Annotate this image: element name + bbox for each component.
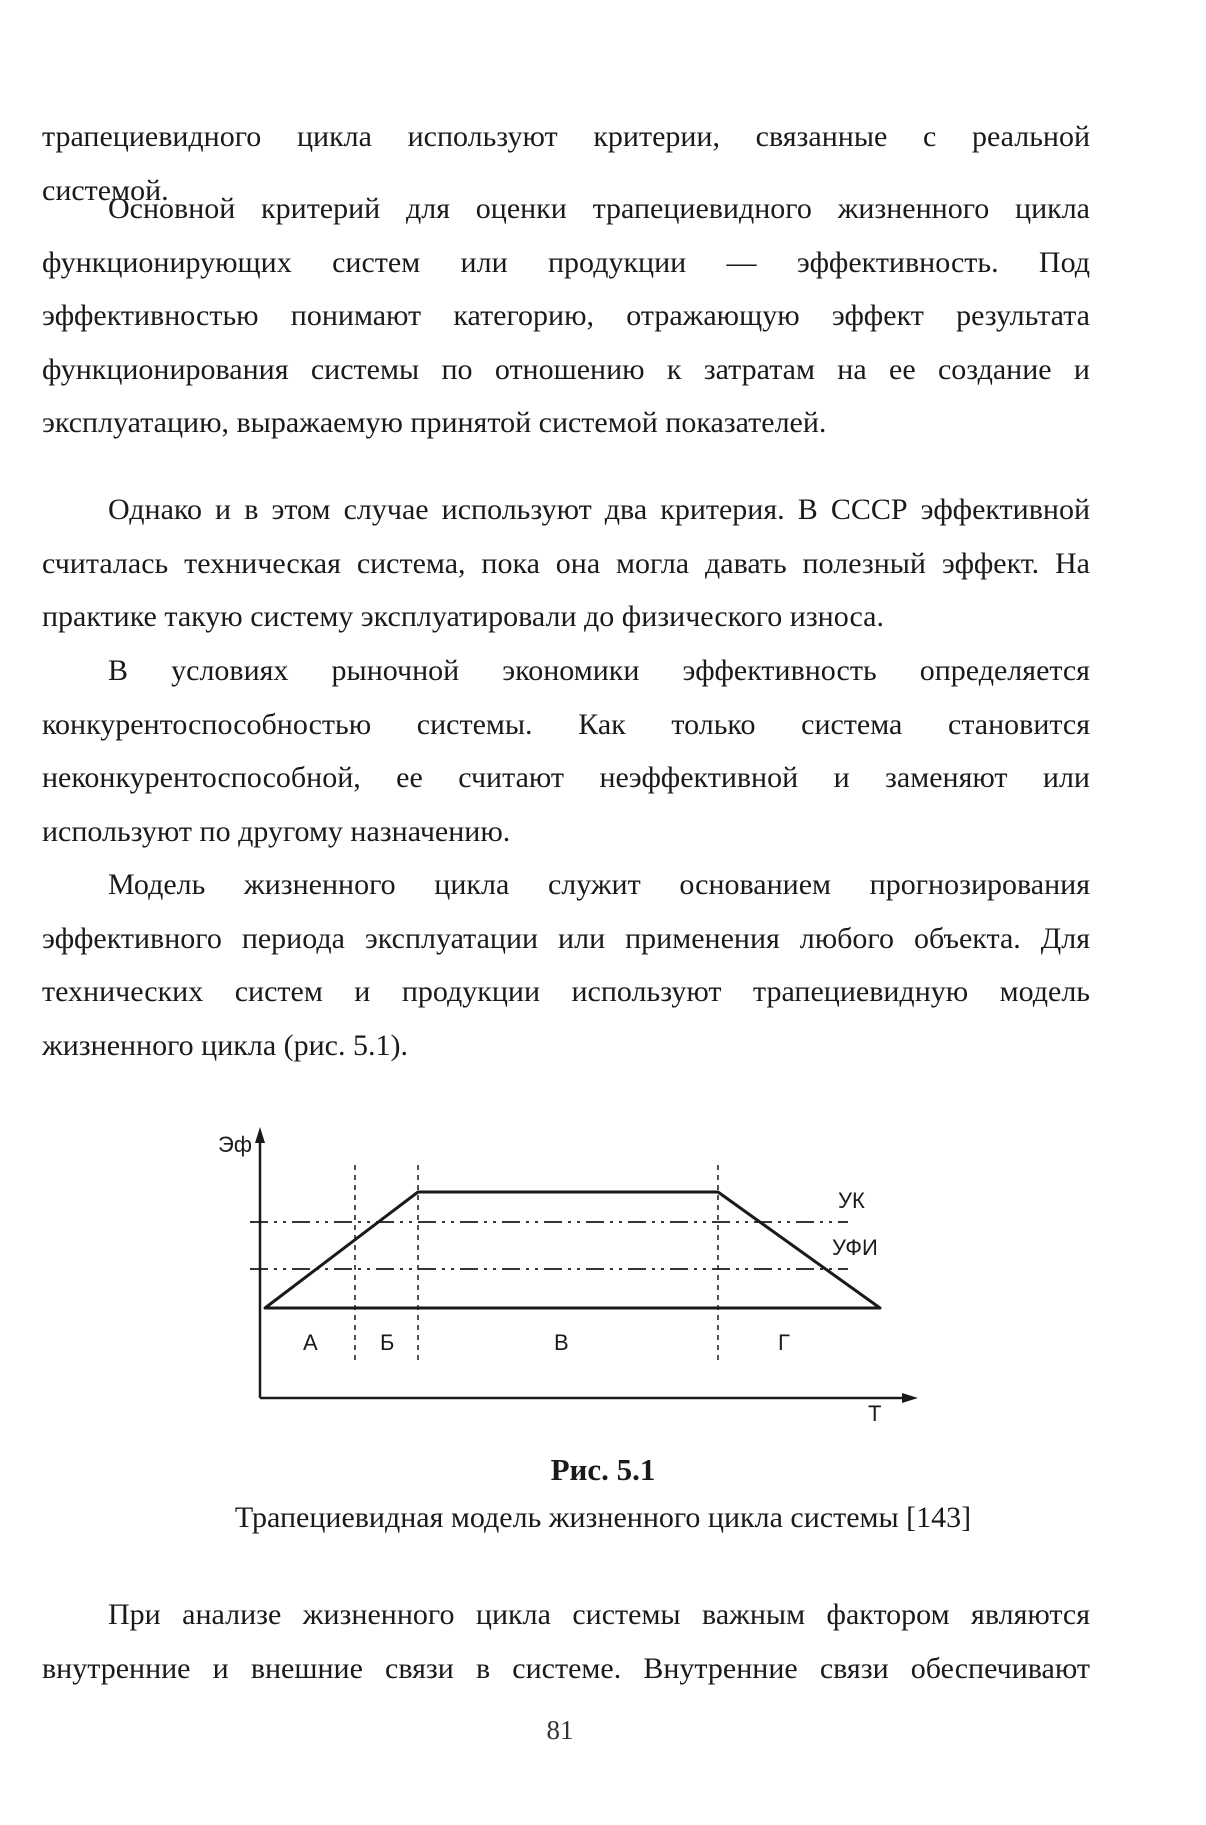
text-line: эксплуатацию, выражаемую принятой системой показателей. — [42, 406, 827, 439]
stage-b-label: Б — [380, 1330, 395, 1355]
text-line: Однако и в этом случае используют два критерия. В СССР эффективной — [108, 493, 1090, 526]
text-line: конкурентоспособностью системы. Как только система становится — [42, 707, 1090, 741]
x-axis-arrow — [902, 1393, 918, 1403]
x-axis-label: Т — [868, 1401, 882, 1426]
y-axis-label: Эф — [218, 1132, 252, 1157]
trapezoid-curve — [265, 1192, 880, 1308]
text-line: В условиях рыночной экономики эффективность определяется — [108, 654, 1090, 687]
text-line: системой. — [42, 173, 169, 207]
paragraph-2 — [42, 182, 1090, 450]
figure-caption-title: Рис. 5.1 — [550, 1452, 656, 1487]
text-line: Модель жизненного цикла служит основанием прогнозирования — [108, 868, 1090, 901]
uk-label: УК — [838, 1188, 865, 1213]
text-line: При анализе жизненного цикла системы важным фактором являются — [108, 1598, 1090, 1631]
paragraph-3 — [42, 483, 1090, 644]
text-line: технических систем и продукции используют трапециевидную модель — [42, 975, 1090, 1008]
text-line: Основной критерий для оценки трапециевидного жизненного цикла — [108, 192, 1090, 225]
paragraph-6 — [42, 1588, 1090, 1695]
stage-d-label: Г — [778, 1330, 790, 1355]
figure-caption-text: Трапециевидная модель жизненного цикла системы [143] — [234, 1501, 972, 1534]
text-line: трапециевидного цикла используют критерии, связанные с реальной — [42, 120, 1090, 153]
trapezoid-diagram — [200, 1115, 940, 1435]
text-line: практике такую систему эксплуатировали до физического износа. — [42, 600, 884, 633]
text-line: считалась техническая система, пока она могла давать полезный эффект. На — [42, 546, 1090, 580]
paragraph-5 — [42, 858, 1090, 1072]
paragraph-4 — [42, 644, 1090, 858]
stage-c-label: В — [554, 1330, 569, 1355]
text-line: функционирования системы по отношению к затратам на ее создание и — [42, 352, 1090, 386]
text-line: жизненного цикла (рис. 5.1). — [42, 1028, 408, 1062]
ufi-label: УФИ — [832, 1235, 878, 1260]
text-line: используют по другому назначению. — [42, 814, 511, 848]
text-line: функционирующих систем или продукции — эффективность. Под — [42, 245, 1090, 279]
text-line: неконкурентоспособной, ее считают неэффективной и заменяют или — [42, 761, 1090, 794]
text-line: внутренние и внешние связи в системе. Внутренние связи обеспечивают — [42, 1651, 1090, 1685]
text-line: эффективного периода эксплуатации или применения любого объекта. Для — [42, 921, 1090, 955]
text-line: эффективностью понимают категорию, отражающую эффект результата — [42, 299, 1090, 332]
stage-a-label: А — [303, 1330, 318, 1355]
page-number: 81 — [546, 1715, 574, 1745]
y-axis-arrow — [255, 1127, 265, 1143]
figure-5-1 — [200, 1115, 940, 1435]
